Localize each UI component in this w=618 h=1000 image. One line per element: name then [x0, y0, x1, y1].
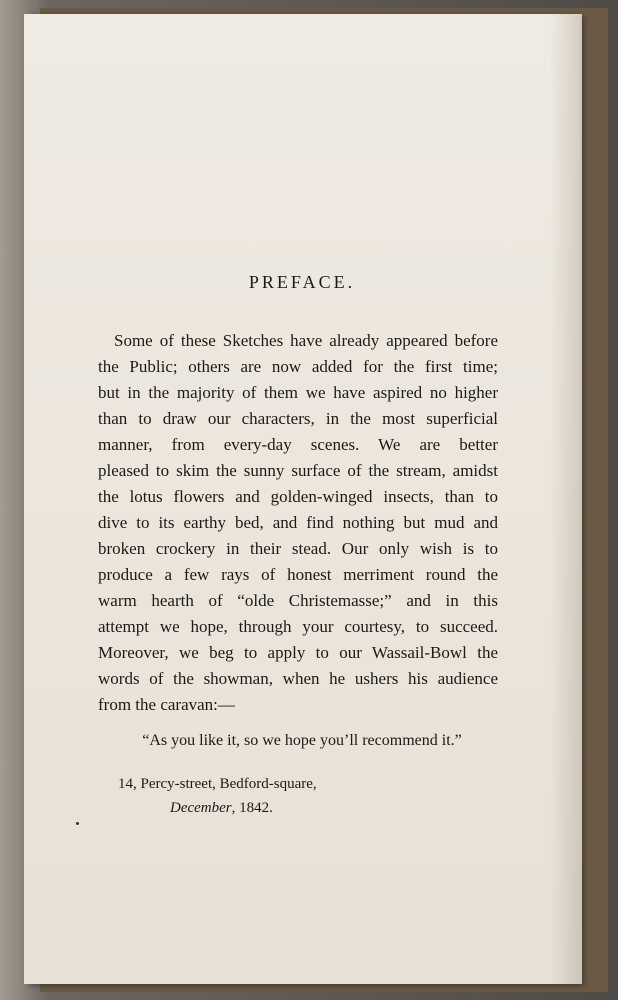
- text-line: the lotus flowers and golden-winged insects, than to: [98, 487, 498, 506]
- text-line: Moreover, we beg to apply to our Wassail-Bowl the: [98, 643, 498, 662]
- text-line: the Public; others are now added for the first time;: [98, 357, 498, 376]
- text-line: produce a few rays of honest merriment round the: [98, 565, 498, 584]
- text-line: Some of these Sketches have already appeared before: [114, 331, 498, 350]
- text-line: broken crockery in their stead. Our only wish is to: [98, 539, 498, 558]
- preface-heading: PREFACE.: [248, 272, 356, 292]
- date-month: December: [170, 800, 232, 816]
- date-line: [170, 800, 273, 817]
- text-line: pleased to skim the sunny surface of the stream, amidst: [98, 461, 498, 480]
- text-line: manner, from every-day scenes. We are better: [98, 435, 498, 454]
- address-line: 14, Percy-street, Bedford-square,: [118, 776, 317, 792]
- text-line: but in the majority of them we have aspired no higher: [98, 383, 498, 402]
- text-line: warm hearth of “olde Christemasse;” and in this: [98, 591, 498, 610]
- text-line: from the caravan:—: [98, 695, 235, 714]
- text-line: attempt we hope, through your courtesy, to succeed.: [98, 617, 498, 636]
- book-page: [24, 14, 580, 984]
- text-line: dive to its earthy bed, and find nothing but mud and: [98, 513, 498, 532]
- epigraph-quote: “As you like it, so we hope you’ll recommend it.”: [142, 732, 462, 749]
- date-year: , 1842.: [231, 800, 273, 816]
- text-line: than to draw our characters, in the most superficial: [98, 409, 498, 428]
- page-speck: [76, 822, 79, 825]
- text-line: words of the showman, when he ushers his audience: [98, 669, 498, 688]
